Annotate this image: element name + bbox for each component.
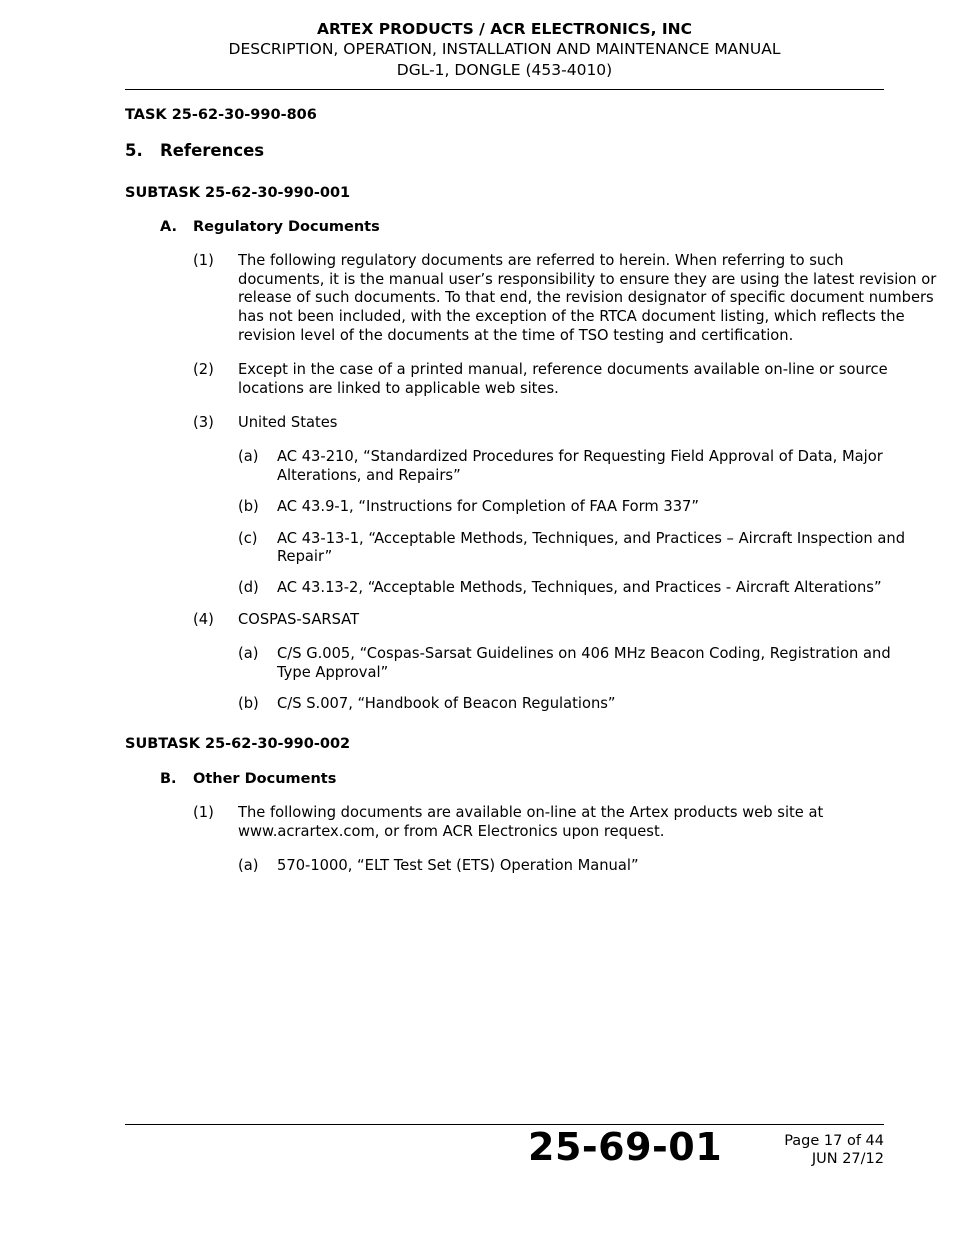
- item-number: (4): [193, 611, 214, 628]
- section-title: References: [160, 141, 265, 160]
- header-rule: [125, 89, 884, 90]
- company-name: ARTEX PRODUCTS / ACR ELECTRONICS, INC: [316, 20, 692, 38]
- paragraph-line: revision level of the documents at the time of TSO testing and certification.: [238, 327, 794, 344]
- reference-line: Type Approval”: [277, 664, 389, 681]
- subitem-label: (a): [238, 448, 259, 465]
- paragraph-line: Except in the case of a printed manual, reference documents available on-line or source: [238, 361, 888, 378]
- paragraph-line: has not been included, with the exception of the RTCA document listing, which reflects the: [238, 308, 905, 325]
- paragraph-line: The following regulatory documents are referred to herein. When referring to such: [238, 252, 844, 269]
- reference-line: AC 43-210, “Standardized Procedures for Requesting Field Approval of Data, Major: [277, 448, 883, 465]
- reference-line: C/S G.005, “Cospas-Sarsat Guidelines on 406 MHz Beacon Coding, Registration and: [277, 645, 891, 662]
- item-number: (2): [193, 361, 214, 378]
- model-title: DGL-1, DONGLE (453-4010): [396, 61, 613, 79]
- paragraph-line: documents, it is the manual user’s responsibility to ensure they are using the latest revision or: [238, 271, 937, 288]
- task-heading: TASK 25-62-30-990-806: [125, 107, 317, 123]
- paragraph-line: locations are linked to applicable web sites.: [238, 380, 559, 397]
- reference-line: AC 43.9-1, “Instructions for Completion of FAA Form 337”: [277, 498, 699, 515]
- item-number: (1): [193, 252, 214, 269]
- reference-line: C/S S.007, “Handbook of Beacon Regulations”: [277, 695, 616, 712]
- subitem-label: (c): [238, 530, 258, 547]
- item-number: (3): [193, 414, 214, 431]
- paragraph-line: The following documents are available on-line at the Artex products web site at: [238, 804, 824, 821]
- subsection-letter: A.: [160, 219, 177, 235]
- paragraph-line: release of such documents. To that end, the revision designator of specific document numbers: [238, 289, 934, 306]
- paragraph-line: United States: [238, 414, 338, 431]
- reference-line: Repair”: [277, 548, 333, 565]
- subsection-letter: B.: [160, 771, 177, 787]
- footer-rule: [125, 1124, 884, 1125]
- page-number: Page 17 of 44: [784, 1133, 884, 1149]
- subitem-label: (a): [238, 645, 259, 662]
- item-number: (1): [193, 804, 214, 821]
- document-number: 25-69-01: [528, 1125, 723, 1169]
- section-number: 5.: [125, 141, 143, 160]
- subitem-label: (d): [238, 579, 259, 596]
- subitem-label: (b): [238, 498, 259, 515]
- paragraph-line: COSPAS-SARSAT: [238, 611, 360, 628]
- subsection-title: Regulatory Documents: [193, 219, 380, 235]
- reference-line: AC 43-13-1, “Acceptable Methods, Techniques, and Practices – Aircraft Inspection and: [277, 530, 906, 547]
- subtask-heading: SUBTASK 25-62-30-990-001: [125, 185, 351, 201]
- subitem-label: (b): [238, 695, 259, 712]
- reference-line: Alterations, and Repairs”: [277, 467, 461, 484]
- revision-date: JUN 27/12: [811, 1151, 884, 1167]
- subsection-title: Other Documents: [193, 771, 337, 787]
- reference-line: AC 43.13-2, “Acceptable Methods, Techniques, and Practices - Aircraft Alterations”: [277, 579, 882, 596]
- reference-line: 570-1000, “ELT Test Set (ETS) Operation Manual”: [277, 857, 639, 874]
- paragraph-line: www.acrartex.com, or from ACR Electronics upon request.: [238, 823, 665, 840]
- subtask-heading: SUBTASK 25-62-30-990-002: [125, 736, 351, 752]
- manual-title: DESCRIPTION, OPERATION, INSTALLATION AND MAINTENANCE MANUAL: [228, 40, 781, 58]
- subitem-label: (a): [238, 857, 259, 874]
